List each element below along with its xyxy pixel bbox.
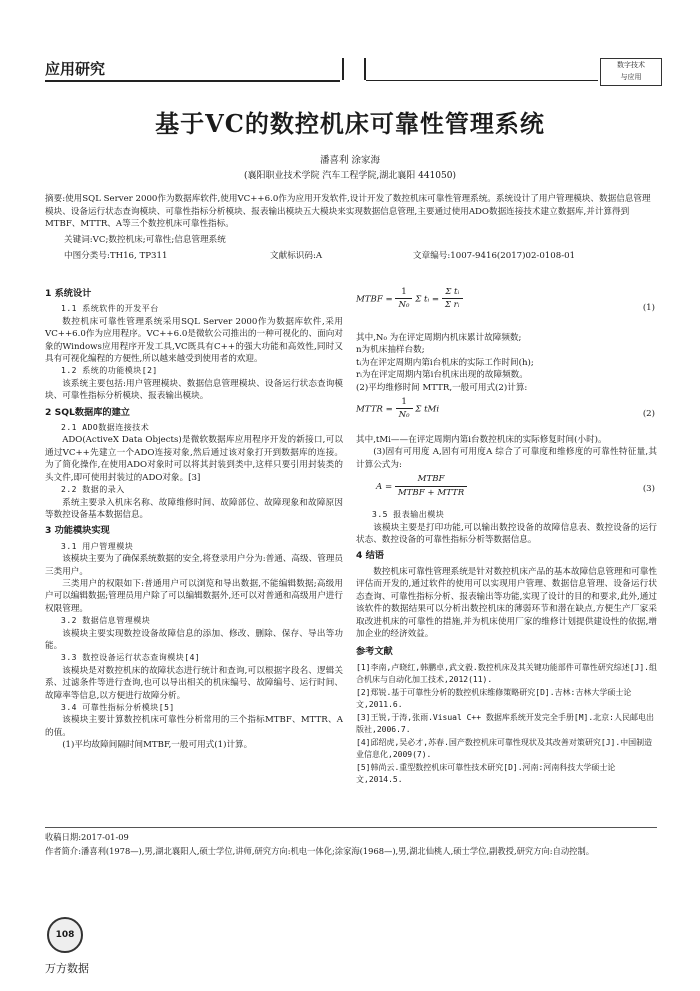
affiliation: (襄阳职业技术学院 汽车工程学院,湖北襄阳 441050)	[244, 171, 456, 181]
subsection-heading: 2.1 ADO数据连接技术	[61, 423, 150, 433]
reference-item: [1]李南,卢晓红,韩鹏卓,武文毅.数控机床及其关键功能部件可靠性研究综述[J].组合机床与自动化加工技术,2012(11).	[356, 662, 657, 685]
eq1-coef	[395, 286, 412, 312]
header-rule	[45, 80, 340, 82]
eq1-number: (1)	[642, 303, 655, 313]
paragraph: ADO(ActiveX Data Objects)是微软数据库应用程序开发的新接口,可以通过VC++先建立一个ADO连接对象,然后通过该对象打开到数据库的连接。为了简化操作,在使用ADO对象时可以将其封装到类中,这样只要引用封装类的头文件,即可使用封装过的ADO对象。[3]	[45, 435, 343, 483]
eq3-den: MTBF + MTTR	[397, 487, 465, 498]
section-heading: 4 结语	[356, 550, 384, 562]
section-heading: 2 SQL数据库的建立	[45, 406, 130, 418]
paper-title: 基于VC的数控机床可靠性管理系统	[155, 109, 545, 138]
paragraph: (1)平均故障间隔时间MTBF,一般可用式(1)计算。	[62, 740, 253, 751]
clc-number: 中图分类号:TH16, TP311	[64, 251, 168, 261]
eq1-lhs: MTBF =	[356, 294, 393, 305]
eq1-ratio-num: Σ tᵢ	[442, 286, 463, 299]
paragraph: 该模块主要是打印功能,可以输出数控设备的故障信息表、数控设备的运行状态、数控设备的可靠性指标分析等数据信息。	[356, 522, 657, 546]
section-heading: 1 系统设计	[45, 288, 92, 299]
eq2-coef-den: N₀	[398, 410, 410, 421]
abstract: 摘要:使用SQL Server 2000作为数据库软件,使用VC++6.0作为应用开发软件,设计开发了数控机床可靠性管理系统。系统设计了用户管理模块、数据信息管理模块、设备运行状态查询模块、可靠性指标分析模块、报表输出模块五大模块来实现数据信息管理,主要通过使用ADO数据连接技术建立数据库,并计算得到MTBF、MTTR、A等三个数控机床可靠性指标。	[45, 194, 651, 229]
subsection-heading: 3.5 报表输出模块	[372, 510, 445, 520]
eq3-lhs: A =	[376, 481, 393, 492]
eq1-coef-den: N₀	[398, 300, 410, 311]
header-rule-right	[366, 80, 598, 81]
eq2-coef-num: 1	[396, 396, 413, 409]
paragraph: (2)平均维修时间 MTTR,一般可用式(2)计算:	[356, 382, 528, 393]
paragraph: 其中,N₀ 为在评定周期内机床累计故障频数;	[356, 333, 522, 343]
eq2-coef	[396, 396, 413, 422]
subsection-heading: 1.1 系统软件的开发平台	[61, 304, 159, 314]
left-column	[45, 284, 343, 752]
logo-line-2: 与应用	[620, 73, 642, 81]
reference-item: [3]王锐,于涛,张雨.Visual C++ 数据库系统开发完全手册[M].北京:人民邮电出版社,2006.7.	[356, 712, 654, 735]
article-number: 文章编号:1007-9416(2017)02-0108-01	[413, 251, 576, 261]
paragraph: 该模块是对数控机床的故障状态进行统计和查询,可以根据字段名、逻辑关系、过滤条件等进行查询,也可以导出相关的机床编号、故障编号、运行时间、故障率等信息,以方便进行故障分析。	[45, 665, 343, 701]
eq1-coef-num: 1	[395, 286, 412, 299]
paragraph: 系统主要录入机床名称、故障维修时间、故障部位、故障现象和故障原因等数控设备基本数据信息。	[45, 497, 343, 520]
received-date: 收稿日期:2017-01-09	[45, 832, 129, 842]
subsection-heading: 1.2 系统的功能模块[2]	[61, 366, 158, 376]
journal-logo	[600, 58, 662, 86]
subsection-heading: 3.2 数据信息管理模块	[61, 616, 151, 626]
eq3-number: (3)	[642, 484, 655, 495]
footnote-rule	[45, 827, 657, 828]
paragraph: 数控机床可靠性管理系统是针对数控机床产品的基本故障信息管理和可靠性评估而开发的,通过软件的使用可以实现用户管理、数据信息管理、设备运行状态查询、可靠性指标分析、报表输出等功能,实现了设计的目的和要求,此外,通过该软件的数据结果可以分析出数控机床的薄弱环节和潜在缺点,方便生产厂家采取改进机床的可靠性的措施,并为机床使用厂家的维修计划提供建设性的依据,增加企业的经济效益。	[356, 566, 657, 639]
subsection-heading: 3.3 数控设备运行状态查询模块[4]	[61, 653, 201, 663]
eq2-sum: Σ tMi	[415, 404, 440, 415]
keywords: 关键词:VC;数控机床;可靠性;信息管理系统	[64, 235, 226, 245]
eq2-number: (2)	[642, 409, 655, 420]
page-number-badge: 108	[47, 917, 83, 953]
equation-3	[356, 473, 657, 507]
reference-item: [4]邱绍虎,吴必才,苏春.国产数控机床可靠性现状及其改善对策研究[J].中国制造业信息化,2009(7).	[356, 737, 653, 760]
paragraph: 该模块主要计算数控机床可靠性分析常用的三个指标MTBF、MTTR、A的值。	[45, 715, 343, 738]
subsection-heading: 3.1 用户管理模块	[61, 541, 134, 551]
eq2-lhs: MTTR =	[356, 404, 393, 415]
document-code: 文献标识码:A	[270, 251, 323, 261]
right-column	[356, 284, 657, 787]
watermark: 万方数据	[45, 962, 89, 975]
paragraph: 该模块主要为了确保系统数据的安全,将登录用户分为:普通、高级、管理员三类用户。	[45, 554, 343, 577]
paragraph: 其中,tMi——在评定周期内第i台数控机床的实际修复时间(小时)。	[356, 435, 607, 446]
section-label: 应用研究	[45, 60, 106, 78]
subsection-heading: 3.4 可靠性指标分析模块[5]	[61, 703, 175, 712]
paragraph: 三类用户的权限如下:普通用户可以浏览和导出数据,不能编辑数据;高级用户可以编辑数据;管理员用户除了可以编辑数据外,还可以对普通和高级用户进行权限管理。	[45, 578, 343, 614]
logo-line-1: 数字技术	[617, 61, 645, 69]
paragraph: tᵢ为在评定周期内第i台机床的实际工作时间(h);	[356, 357, 534, 368]
paragraph: 该模块主要实现数控设备故障信息的添加、修改、删除、保存、导出等功能。	[45, 628, 343, 651]
subsection-heading: 2.2 数据的录入	[61, 485, 125, 495]
eq3-fraction	[395, 473, 467, 499]
paragraph: 数控机床可靠性管理系统采用SQL Server 2000作为数据库软件,采用VC++6.0作为应用程序。VC++6.0是微软公司推出的一种可视化的、面向对象的Windows应用程序开发工具,VC既具有C++的强大功能和高效性,同时又具有可视化编程的方便性,所以越来越受到使用者的欢迎。	[45, 316, 343, 365]
paragraph: (3)固有可用度 A,固有可用度A 综合了可靠度和维修度的可靠性特征量,其计算公式为:	[356, 447, 657, 470]
eq1-ratio	[442, 286, 463, 312]
eq3-num: MTBF	[395, 473, 467, 486]
reference-list	[356, 662, 657, 787]
eq1-ratio-den: Σ rᵢ	[444, 300, 460, 311]
eq1-sum: Σ tᵢ =	[415, 294, 440, 305]
authors: 潘喜利 涂家海	[319, 155, 381, 166]
header-divider	[342, 58, 366, 80]
paragraph: 该系统主要包括:用户管理模块、数据信息管理模块、设备运行状态查询模块、可靠性指标分析模块、报表输出模块。	[45, 378, 343, 402]
equation-2	[356, 396, 657, 432]
equation-1	[356, 286, 657, 330]
section-heading: 3 功能模块实现	[45, 525, 110, 537]
author-bio: 作者简介:潘喜利(1978—),男,湖北襄阳人,硕士学位,讲师,研究方向:机电一体化;涂家海(1968—),男,湖北仙桃人,硕士学位,副教授,研究方向:自动控制。	[45, 846, 595, 856]
reference-item: [5]韩尚云.重型数控机床可靠性技术研究[D].河南:河南科技大学硕士论文,2014.5.	[356, 762, 616, 785]
paragraph: n为机床抽样台数;	[356, 345, 425, 356]
paragraph: rᵢ为在评定周期内第i台机床出现的故障频数。	[356, 370, 528, 381]
references-heading: 参考文献	[356, 646, 393, 658]
reference-item: [2]郑锐.基于可靠性分析的数控机床维修策略研究[D].吉林:吉林大学硕士论文,2011.6.	[356, 687, 632, 710]
